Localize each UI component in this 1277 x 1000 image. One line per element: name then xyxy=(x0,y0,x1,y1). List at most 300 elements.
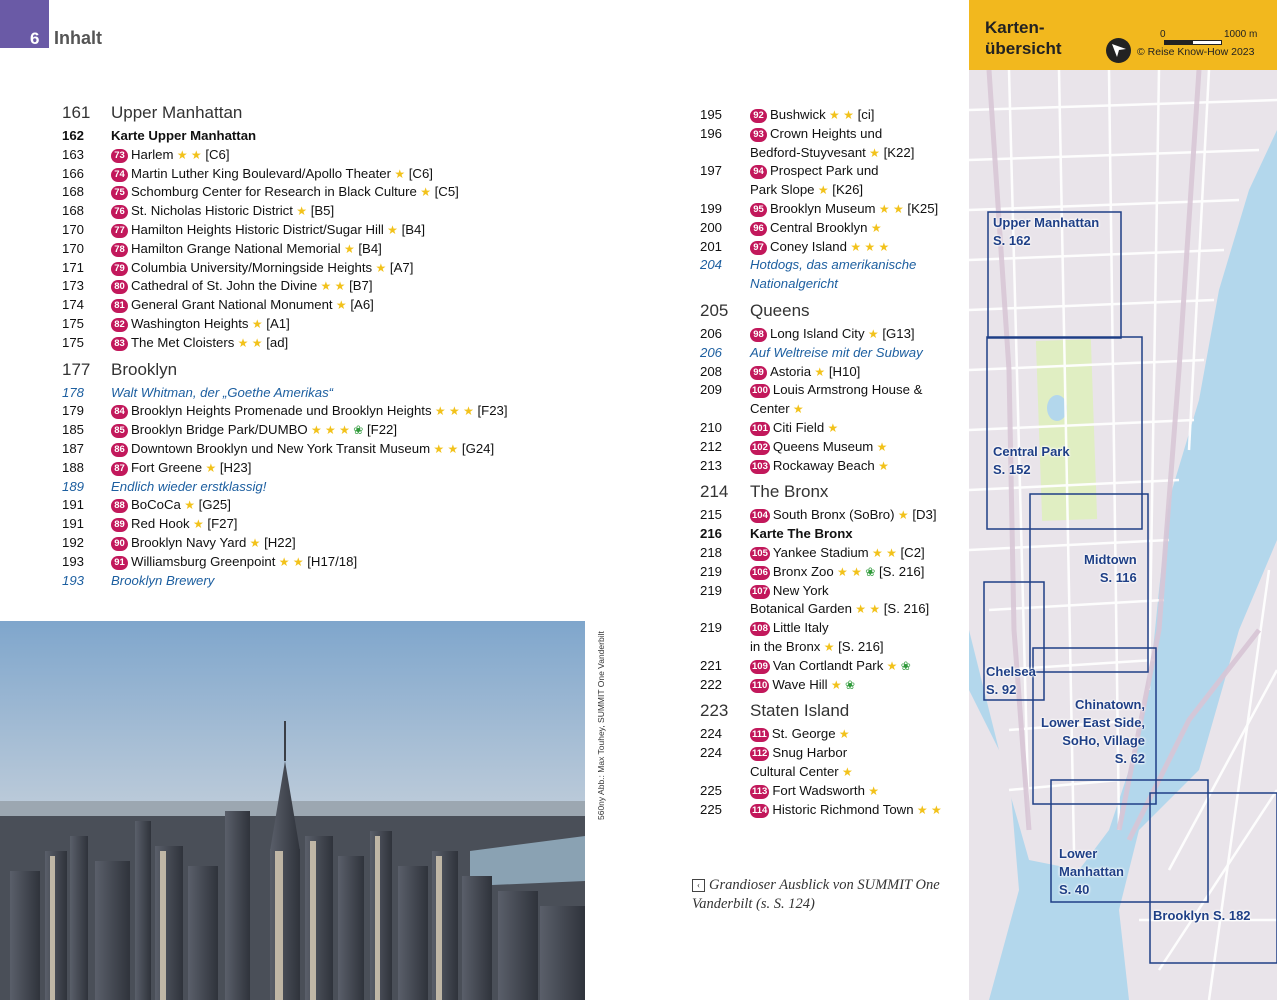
map-grid-reference: [K26] xyxy=(832,182,864,198)
rating-star-icon: ★ xyxy=(883,658,898,673)
sight-number-badge: 100 xyxy=(752,385,768,397)
toc-entry-text xyxy=(111,146,230,165)
toc-entry-label: Schomburg Center for Research in Black Culture xyxy=(131,184,417,200)
rating-star-icon: ★ ★ xyxy=(868,545,897,560)
sight-number-badge: 108 xyxy=(752,623,768,635)
toc-entry-text xyxy=(750,744,847,763)
map-grid-reference: [H10] xyxy=(828,363,861,379)
map-grid-reference: [ad] xyxy=(266,334,289,350)
rating-star-icon: ★ xyxy=(838,764,853,779)
toc-entry-text xyxy=(750,483,828,502)
toc-page-number: 174 xyxy=(62,297,85,313)
rating-star-icon: ★ ★ xyxy=(833,564,862,579)
toc-page-number: 199 xyxy=(700,200,723,216)
toc-entry-text xyxy=(750,363,860,382)
toc-entry[interactable] xyxy=(62,127,572,146)
toc-entry-label: Crown Heights und xyxy=(770,125,883,141)
toc-page-number: 179 xyxy=(62,403,85,419)
rating-star-icon: ★ xyxy=(873,439,888,454)
map-grid-reference: [B4] xyxy=(358,240,382,256)
rating-star-icon: ★ ★ xyxy=(851,602,881,617)
toc-page-number: 170 xyxy=(62,240,85,256)
toc-page-number: 218 xyxy=(700,544,723,560)
caption-text: Grandioser Ausblick von SUMMIT One Vanderbilt (s. S. 124) xyxy=(692,877,940,912)
toc-entry[interactable] xyxy=(62,459,572,478)
toc-page-number: 205 xyxy=(700,300,729,320)
scale-start-label: 0 xyxy=(1160,29,1166,40)
toc-entry[interactable] xyxy=(700,782,960,801)
sight-number-badge: 98 xyxy=(750,328,767,342)
map-grid-reference: [C6] xyxy=(408,165,433,181)
rating-star-icon: ★ xyxy=(814,183,829,198)
toc-entry-text xyxy=(111,296,374,315)
toc-entry[interactable] xyxy=(700,725,960,744)
toc-entry[interactable] xyxy=(700,744,960,763)
toc-entry[interactable] xyxy=(700,582,960,601)
toc-entry-label: Bedford-Stuyvesant xyxy=(750,144,866,160)
toc-entry-text xyxy=(750,181,863,200)
toc-page-number: 196 xyxy=(700,125,723,141)
toc-entry[interactable] xyxy=(62,221,572,240)
toc-entry-label: Staten Island xyxy=(750,701,850,721)
sight-number-badge: 105 xyxy=(752,547,768,559)
toc-entry-text xyxy=(111,127,256,146)
rating-star-icon: ★ xyxy=(824,420,839,435)
toc-entry-label: Astoria xyxy=(770,363,812,379)
map-grid-reference: [B5] xyxy=(310,203,335,219)
toc-entry-label: Karte Upper Manhattan xyxy=(111,128,257,143)
page-number: 6 xyxy=(30,29,40,48)
toc-entry-label: Rockaway Beach xyxy=(772,457,875,473)
toc-page-number: 192 xyxy=(62,534,85,550)
toc-page-number: 219 xyxy=(700,563,723,579)
toc-section[interactable] xyxy=(62,105,572,127)
toc-entry[interactable] xyxy=(700,763,960,782)
map-grid-reference: [K25] xyxy=(907,200,939,216)
sight-number-badge: 88 xyxy=(111,499,128,513)
toc-page-number: 224 xyxy=(700,726,723,742)
map-grid-reference: [H17/18] xyxy=(307,553,358,569)
toc-entry-text xyxy=(750,676,855,695)
toc-entry-text xyxy=(111,534,296,553)
green-leaf-icon: ❀ xyxy=(861,564,876,579)
toc-entry-label: Harlem xyxy=(131,146,174,162)
toc-page-number: 171 xyxy=(62,259,85,275)
toc-entry[interactable] xyxy=(62,315,572,334)
toc-entry-label: St. George xyxy=(771,726,836,742)
toc-page-number: 178 xyxy=(62,384,85,400)
toc-entry-label: Walt Whitman, der „Goethe Amerikas“ xyxy=(111,384,334,400)
map-grid-reference: [S. 216] xyxy=(883,601,930,617)
toc-entry-text xyxy=(111,202,334,221)
sight-number-badge: 76 xyxy=(111,205,128,219)
page-number-tab xyxy=(0,0,49,48)
toc-page-number: 214 xyxy=(700,482,729,502)
sight-number-badge: 86 xyxy=(111,443,128,457)
map-header xyxy=(969,0,1277,70)
map-grid-reference: [C5] xyxy=(434,184,459,200)
toc-entry[interactable] xyxy=(700,457,960,476)
toc-entry-text xyxy=(750,544,925,563)
toc-page-number: 193 xyxy=(62,572,85,588)
map-grid-reference: [D3] xyxy=(912,507,937,523)
toc-entry-label: Brooklyn Brewery xyxy=(111,572,215,588)
map-grid-reference: [S. 216] xyxy=(838,638,884,654)
toc-entry-text xyxy=(750,238,889,257)
rating-star-icon: ★ xyxy=(180,498,195,513)
toc-section[interactable] xyxy=(62,359,572,384)
toc-entry-text xyxy=(750,162,879,181)
toc-entry-label: Downtown Brooklyn und New York Transit Museum xyxy=(131,440,431,456)
sight-number-badge: 96 xyxy=(750,222,767,236)
map-label-lower-manhattan[interactable]: Lower Manhattan S. 40 xyxy=(1059,846,1124,897)
toc-entry-text xyxy=(750,275,838,294)
toc-entry[interactable] xyxy=(700,325,960,344)
toc-entry[interactable] xyxy=(700,344,960,363)
rating-star-icon: ★ xyxy=(391,166,406,181)
toc-entry[interactable] xyxy=(62,240,572,259)
toc-entry-text xyxy=(750,782,879,801)
toc-entry[interactable] xyxy=(62,183,572,202)
rating-star-icon: ★ xyxy=(416,185,431,200)
toc-entry[interactable] xyxy=(700,256,960,275)
sight-number-badge: 114 xyxy=(752,804,768,816)
map-label-upper-manhattan[interactable]: Upper Manhattan S. 162 xyxy=(993,215,1100,248)
toc-entry[interactable] xyxy=(700,200,960,219)
toc-entry-text xyxy=(750,763,853,782)
toc-entry[interactable] xyxy=(62,402,572,421)
toc-entry-text xyxy=(111,221,425,240)
rating-star-icon: ★ ★ xyxy=(173,147,202,162)
sight-number-badge: 92 xyxy=(750,109,767,123)
toc-page-number: 212 xyxy=(700,438,723,454)
toc-page-number: 195 xyxy=(700,107,723,122)
rating-star-icon: ★ xyxy=(827,677,842,692)
toc-entry-text xyxy=(750,381,922,400)
toc-entry-label: Red Hook xyxy=(131,516,190,532)
map-label-chinatown[interactable]: Chinatown, Lower East Side, SoHo, Village S. 62 xyxy=(1041,697,1146,766)
toc-entry-text xyxy=(750,419,838,438)
toc-page-number: 189 xyxy=(62,478,85,494)
toc-entry-label: Louis Armstrong House & xyxy=(772,382,923,398)
toc-entry[interactable] xyxy=(62,165,572,184)
toc-entry-text xyxy=(750,438,887,457)
toc-entry-label: Little Italy xyxy=(772,620,829,636)
rating-star-icon: ★ xyxy=(340,241,355,256)
toc-page-number: 204 xyxy=(700,257,723,273)
toc-entry[interactable] xyxy=(62,277,572,296)
map-grid-reference: [B4] xyxy=(401,221,426,237)
toc-entry[interactable] xyxy=(700,419,960,438)
toc-entry[interactable] xyxy=(700,275,960,294)
toc-entry-label: Brooklyn Bridge Park/DUMBO xyxy=(131,422,308,438)
toc-page-number: 222 xyxy=(700,676,723,692)
toc-entry[interactable] xyxy=(700,106,960,125)
map-label-brooklyn[interactable]: Brooklyn S. 182 xyxy=(1153,908,1251,923)
rating-star-icon: ★ xyxy=(835,727,850,742)
toc-entry[interactable] xyxy=(700,400,960,419)
toc-entry-text xyxy=(750,219,882,238)
toc-entry-text xyxy=(111,315,290,334)
rating-star-icon: ★ xyxy=(864,326,879,341)
map-grid-reference: [ci] xyxy=(857,107,875,122)
toc-entry-label: Yankee Stadium xyxy=(772,544,869,560)
toc-entry[interactable] xyxy=(700,638,960,657)
toc-entry[interactable] xyxy=(62,202,572,221)
toc-entry-label: The Bronx xyxy=(750,482,829,502)
toc-entry-text xyxy=(111,183,459,202)
toc-entry[interactable] xyxy=(62,334,572,353)
toc-entry-label: Coney Island xyxy=(770,238,847,254)
map-label-midtown[interactable]: Midtown S. 116 xyxy=(1084,552,1137,585)
sight-number-badge: 83 xyxy=(111,337,128,351)
toc-entry[interactable] xyxy=(700,506,960,525)
toc-entry-text xyxy=(111,496,231,515)
arrow-left-icon: ‹ xyxy=(692,879,705,892)
toc-entry[interactable] xyxy=(62,553,572,572)
toc-entry[interactable] xyxy=(62,534,572,553)
sight-number-badge: 82 xyxy=(111,318,128,332)
sight-number-badge: 111 xyxy=(752,729,767,741)
sight-number-badge: 90 xyxy=(111,537,128,551)
toc-entry-text xyxy=(750,400,804,419)
toc-page-number: 225 xyxy=(700,801,723,817)
toc-entry-text xyxy=(750,302,810,321)
toc-entry-label: South Bronx (SoBro) xyxy=(772,507,895,523)
toc-entry[interactable] xyxy=(700,525,960,544)
sight-number-badge: 79 xyxy=(111,262,128,276)
toc-entry[interactable] xyxy=(62,296,572,315)
toc-entry-text xyxy=(750,525,853,544)
toc-entry-label: St. Nicholas Historic District xyxy=(131,203,293,219)
toc-entry[interactable] xyxy=(700,438,960,457)
skyline-photo xyxy=(0,621,585,1000)
toc-entry-label: Queens xyxy=(750,300,810,320)
rating-star-icon: ★ ★ ★ xyxy=(431,404,474,419)
toc-entry-text xyxy=(750,638,884,657)
map-label-chelsea[interactable]: Chelsea S. 92 xyxy=(986,664,1036,697)
toc-entry-label: Queens Museum xyxy=(772,438,874,454)
toc-entry[interactable] xyxy=(700,600,960,619)
toc-entry[interactable] xyxy=(700,219,960,238)
rating-star-icon: ★ xyxy=(865,145,880,160)
sight-number-badge: 85 xyxy=(111,424,128,438)
map-grid-reference: [F27] xyxy=(207,516,238,532)
sight-number-badge: 80 xyxy=(111,280,128,294)
toc-entry-label: Center xyxy=(750,401,790,417)
sight-number-badge: 93 xyxy=(750,128,767,142)
toc-entry[interactable] xyxy=(62,496,572,515)
toc-entry-text xyxy=(750,801,942,820)
toc-entry[interactable] xyxy=(700,125,960,144)
toc-page-number: 175 xyxy=(62,334,85,350)
rating-star-icon: ★ ★ ★ xyxy=(307,423,350,438)
rating-star-icon: ★ xyxy=(867,220,882,235)
toc-page-number: 191 xyxy=(62,516,85,532)
rating-star-icon: ★ xyxy=(820,639,835,654)
toc-page-number: 162 xyxy=(62,128,85,143)
toc-entry-text xyxy=(750,619,829,638)
toc-entry[interactable] xyxy=(62,421,572,440)
sight-number-badge: 94 xyxy=(750,165,767,179)
toc-section[interactable] xyxy=(700,300,960,325)
map-grid-reference: [A1] xyxy=(266,315,290,331)
scale-bar xyxy=(1164,40,1222,45)
rating-star-icon: ★ ★ xyxy=(875,201,904,216)
green-leaf-icon: ❀ xyxy=(897,658,911,673)
toc-entry-text xyxy=(111,240,382,259)
toc-page-number: 161 xyxy=(62,103,91,122)
map-grid-reference: [A7] xyxy=(389,259,414,275)
toc-entry-text xyxy=(750,256,916,275)
toc-entry-text xyxy=(111,334,288,353)
toc-entry[interactable] xyxy=(62,478,572,497)
sight-number-badge: 74 xyxy=(111,168,128,182)
map-grid-reference: [G25] xyxy=(198,497,231,513)
toc-entry[interactable] xyxy=(62,146,572,165)
toc-entry-text xyxy=(111,478,266,497)
rating-star-icon: ★ ★ ★ xyxy=(846,239,890,254)
toc-entry[interactable] xyxy=(700,619,960,638)
toc-entry-text xyxy=(750,600,929,619)
sight-number-badge: 75 xyxy=(111,186,128,200)
toc-page-number: 206 xyxy=(700,325,723,341)
map-grid-reference: [A6] xyxy=(350,297,374,313)
map-grid-reference: [C2] xyxy=(900,544,925,560)
toc-entry-text xyxy=(111,440,494,459)
green-leaf-icon: ❀ xyxy=(841,677,856,692)
map-grid-reference: [G24] xyxy=(461,440,495,456)
toc-entry-label: Van Cortlandt Park xyxy=(772,657,884,673)
toc-entry-label: Hamilton Heights Historic District/Sugar Hill xyxy=(131,221,384,237)
toc-entry-text xyxy=(750,125,882,144)
page-title: Inhalt xyxy=(54,28,102,48)
toc-left-column xyxy=(62,105,572,590)
sight-number-badge: 110 xyxy=(752,679,768,691)
rating-star-icon: ★ ★ xyxy=(275,554,304,569)
toc-page-number: 215 xyxy=(700,507,723,523)
toc-entry-text xyxy=(750,344,923,363)
toc-entry[interactable] xyxy=(62,384,572,403)
toc-page-number: 168 xyxy=(62,184,85,200)
rating-star-icon: ★ xyxy=(811,364,826,379)
toc-entry[interactable] xyxy=(700,563,960,582)
toc-entry[interactable] xyxy=(62,572,572,591)
green-leaf-icon: ❀ xyxy=(349,423,364,438)
toc-entry-label: Snug Harbor xyxy=(772,745,848,761)
toc-entry[interactable] xyxy=(62,259,572,278)
toc-page-number: 187 xyxy=(62,440,85,456)
photo-credit: 560ny Abb.: Max Touhey, SUMMIT One Vanderbilt xyxy=(596,631,606,820)
toc-page-number: 197 xyxy=(700,163,723,179)
toc-page-number: 210 xyxy=(700,419,723,435)
rating-star-icon: ★ xyxy=(292,204,308,219)
toc-entry[interactable] xyxy=(700,363,960,382)
map-grid-reference: [H23] xyxy=(219,459,252,475)
toc-entry-label: Endlich wieder erstklassig! xyxy=(111,478,267,494)
toc-page-number: 223 xyxy=(700,701,729,721)
toc-entry-label: Park Slope xyxy=(750,182,815,198)
toc-page-number: 219 xyxy=(700,620,723,636)
toc-entry[interactable] xyxy=(700,181,960,200)
toc-entry[interactable] xyxy=(700,544,960,563)
toc-entry-label: Upper Manhattan xyxy=(111,103,243,122)
toc-entry-label: Fort Greene xyxy=(131,459,203,475)
rating-star-icon: ★ xyxy=(202,460,217,475)
toc-entry-label: Fort Wadsworth xyxy=(772,782,865,798)
toc-page-number: 163 xyxy=(62,146,85,162)
toc-entry[interactable] xyxy=(62,515,572,534)
toc-entry-label: Williamsburg Greenpoint xyxy=(131,553,276,569)
toc-entry-text xyxy=(750,144,914,163)
rating-star-icon: ★ xyxy=(789,402,804,417)
scale-end-label: 1000 m xyxy=(1224,29,1258,40)
toc-section[interactable] xyxy=(700,703,960,725)
toc-page-number: 191 xyxy=(62,497,85,513)
toc-entry-text xyxy=(111,572,214,591)
rating-star-icon: ★ xyxy=(372,260,387,275)
photo-caption xyxy=(692,876,952,914)
sight-number-badge: 107 xyxy=(752,585,768,597)
map-label-central-park[interactable]: Central Park S. 152 xyxy=(993,444,1070,477)
toc-page-number: 175 xyxy=(62,315,85,331)
toc-page-number: 200 xyxy=(700,219,723,235)
toc-entry[interactable] xyxy=(700,144,960,163)
toc-section[interactable] xyxy=(700,484,960,506)
sight-number-badge: 106 xyxy=(752,566,768,578)
toc-entry[interactable] xyxy=(700,162,960,181)
sight-number-badge: 103 xyxy=(752,460,768,472)
toc-entry[interactable] xyxy=(700,381,960,400)
toc-page-number: 219 xyxy=(700,582,723,598)
toc-entry-label: The Met Cloisters xyxy=(131,334,235,350)
toc-entry[interactable] xyxy=(700,676,960,695)
toc-entry-label: Historic Richmond Town xyxy=(772,801,914,817)
rating-star-icon: ★ xyxy=(864,783,879,798)
rating-star-icon: ★ xyxy=(246,535,261,550)
toc-entry-label: Bronx Zoo xyxy=(772,563,834,579)
toc-entry-label: Washington Heights xyxy=(131,315,249,331)
north-arrow-icon xyxy=(1106,38,1131,63)
rating-star-icon: ★ xyxy=(894,508,909,523)
toc-entry-text xyxy=(111,515,237,534)
toc-entry-text xyxy=(111,402,508,421)
toc-page-number: 225 xyxy=(700,782,723,798)
toc-entry[interactable] xyxy=(700,657,960,676)
toc-entry-text xyxy=(750,506,937,525)
rating-star-icon: ★ ★ xyxy=(317,279,346,294)
toc-entry[interactable] xyxy=(62,440,572,459)
toc-page-number: 188 xyxy=(62,459,85,475)
toc-entry-text xyxy=(750,563,924,582)
toc-entry-label: Brooklyn Heights Promenade und Brooklyn Heights xyxy=(131,403,432,419)
map-copyright: © Reise Know-How 2023 xyxy=(1137,46,1255,58)
sight-number-badge: 99 xyxy=(750,366,767,380)
toc-entry-label: Bushwick xyxy=(770,107,826,122)
toc-entry-label: Cathedral of St. John the Divine xyxy=(131,278,318,294)
map-grid-reference: [F23] xyxy=(477,403,508,419)
toc-page-number: 221 xyxy=(700,657,723,673)
toc-entry-label: Columbia University/Morningside Heights xyxy=(131,259,373,275)
toc-entry[interactable] xyxy=(700,801,960,820)
toc-page-number: 209 xyxy=(700,382,723,398)
toc-entry-text xyxy=(111,277,373,296)
sight-number-badge: 78 xyxy=(111,243,128,257)
toc-entry-label: BoCoCa xyxy=(131,497,181,513)
toc-entry-label: Wave Hill xyxy=(772,676,828,692)
sight-number-badge: 77 xyxy=(111,224,128,238)
toc-entry[interactable] xyxy=(700,238,960,257)
